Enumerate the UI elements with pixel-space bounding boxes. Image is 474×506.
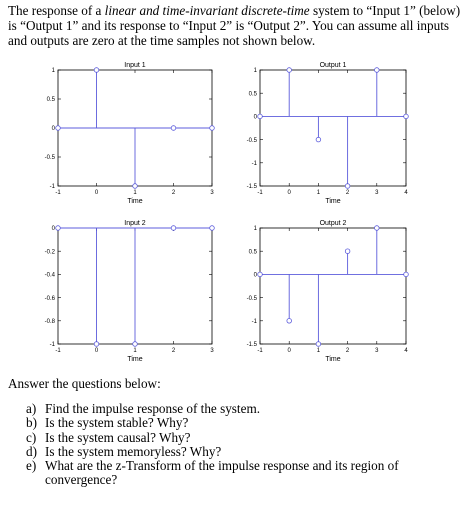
y-tick-label: -1.5 bbox=[246, 342, 257, 349]
stem-marker bbox=[375, 68, 380, 73]
stem-marker bbox=[287, 319, 292, 324]
x-axis-label: Time bbox=[127, 356, 143, 363]
stem-marker bbox=[287, 68, 292, 73]
input-1-stem-plot bbox=[28, 58, 228, 215]
stem-marker bbox=[210, 226, 215, 231]
y-tick-label: -1 bbox=[251, 319, 257, 325]
y-tick-label: -0.5 bbox=[44, 155, 55, 162]
y-tick-label: -1 bbox=[251, 161, 257, 167]
x-tick-label: 4 bbox=[404, 190, 408, 196]
stem-marker bbox=[345, 184, 350, 189]
plot-title: Input 2 bbox=[124, 220, 146, 227]
y-tick-label: -0.4 bbox=[44, 272, 55, 279]
question-text: Is the system causal? Why? bbox=[45, 429, 191, 445]
x-tick-label: -1 bbox=[55, 348, 61, 354]
y-tick-label: 0.5 bbox=[248, 91, 257, 98]
question-item bbox=[26, 459, 466, 488]
stem-marker bbox=[171, 226, 176, 231]
stem-marker bbox=[316, 342, 321, 347]
plot-title: Input 1 bbox=[124, 62, 146, 69]
question-letter: e) bbox=[26, 458, 37, 474]
x-tick-label: 1 bbox=[133, 348, 137, 354]
x-tick-label: 4 bbox=[404, 348, 408, 354]
stem-marker bbox=[404, 114, 409, 119]
question-letter: d) bbox=[26, 443, 37, 459]
output-1-stem-plot bbox=[230, 58, 414, 215]
question-letter: a) bbox=[26, 401, 37, 416]
x-axis-label: Time bbox=[127, 198, 143, 205]
question-item bbox=[26, 431, 466, 445]
y-tick-label: 0 bbox=[51, 126, 55, 133]
stem-marker bbox=[258, 272, 263, 277]
question-text: What are the z-Transform of the impulse response and its region of convergence? bbox=[45, 458, 399, 488]
y-tick-label: 0.5 bbox=[46, 97, 55, 104]
x-tick-label: 0 bbox=[94, 190, 99, 196]
stem-marker bbox=[56, 226, 61, 231]
plot-title: Output 1 bbox=[319, 62, 347, 69]
y-tick-label: -0.2 bbox=[44, 249, 55, 256]
plot-frame bbox=[260, 70, 406, 186]
x-tick-label: 1 bbox=[316, 190, 321, 196]
stem-marker bbox=[210, 126, 215, 131]
question-text: Is the system memoryless? Why? bbox=[45, 443, 222, 459]
x-tick-label: 1 bbox=[316, 348, 321, 354]
stem-marker bbox=[133, 184, 138, 189]
stem-marker bbox=[171, 126, 176, 131]
output-2-stem-plot bbox=[230, 211, 414, 368]
x-tick-label: 3 bbox=[210, 190, 214, 196]
x-tick-label: 3 bbox=[375, 190, 379, 196]
y-tick-label: -0.6 bbox=[44, 295, 55, 302]
stem-marker bbox=[375, 226, 380, 231]
y-tick-label: 1 bbox=[253, 226, 257, 233]
x-tick-label: 3 bbox=[375, 348, 379, 354]
question-text: Is the system stable? Why? bbox=[45, 415, 189, 431]
x-tick-label: 2 bbox=[171, 348, 176, 354]
y-tick-label: 0 bbox=[51, 226, 55, 233]
intro-text-2: system to “Input 1” (below) is “Output 1” and its response to “Input 2” is “Output 2”. You can assume all inputs and outputs are zero at the time samples not shown below. bbox=[8, 3, 461, 48]
x-axis-label: Time bbox=[325, 356, 341, 363]
question-item bbox=[26, 416, 466, 430]
stem-marker bbox=[94, 68, 99, 73]
question-item bbox=[26, 402, 466, 416]
x-tick-label: 3 bbox=[210, 348, 214, 354]
plot-title: Output 2 bbox=[319, 220, 347, 227]
intro-paragraph bbox=[8, 3, 470, 48]
question-item bbox=[26, 445, 466, 459]
question-letter: c) bbox=[26, 429, 37, 445]
y-tick-label: 0 bbox=[253, 114, 257, 121]
stem-marker bbox=[404, 272, 409, 277]
x-tick-label: 0 bbox=[287, 348, 291, 354]
y-tick-label: -0.5 bbox=[246, 295, 257, 302]
y-tick-label: 0 bbox=[253, 272, 257, 279]
x-tick-label: -1 bbox=[257, 348, 263, 354]
x-tick-label: -1 bbox=[55, 190, 61, 196]
y-tick-label: -1.5 bbox=[246, 184, 257, 191]
plot-frame bbox=[260, 228, 406, 344]
stem-marker bbox=[316, 137, 321, 142]
y-tick-label: -0.8 bbox=[44, 319, 55, 325]
x-tick-label: 2 bbox=[345, 348, 350, 354]
stem-marker bbox=[94, 342, 99, 347]
x-tick-label: 1 bbox=[133, 190, 137, 196]
input-2-stem-plot bbox=[28, 211, 228, 368]
y-tick-label: -1 bbox=[49, 184, 55, 191]
answer-heading: Answer the questions below: bbox=[8, 376, 161, 391]
stem-marker bbox=[133, 342, 138, 347]
x-tick-label: 2 bbox=[345, 190, 350, 196]
y-tick-label: 1 bbox=[51, 68, 55, 75]
x-axis-label: Time bbox=[325, 198, 341, 205]
intro-text-1: The response of a bbox=[8, 3, 105, 18]
x-tick-label: 2 bbox=[171, 190, 176, 196]
stem-marker bbox=[345, 249, 350, 254]
question-list bbox=[26, 402, 466, 488]
y-tick-label: 0.5 bbox=[248, 249, 257, 256]
x-tick-label: -1 bbox=[257, 190, 263, 196]
y-tick-label: -0.5 bbox=[246, 137, 257, 144]
stem-marker bbox=[258, 114, 263, 119]
y-tick-label: -1 bbox=[49, 342, 55, 349]
question-letter: b) bbox=[26, 415, 37, 431]
stem-marker bbox=[56, 126, 61, 131]
x-tick-label: 0 bbox=[94, 348, 99, 354]
y-tick-label: 1 bbox=[253, 68, 257, 75]
intro-emphasis: linear and time-invariant discrete-time bbox=[104, 3, 310, 18]
x-tick-label: 0 bbox=[287, 190, 291, 196]
question-text: Find the impulse response of the system. bbox=[45, 401, 261, 416]
